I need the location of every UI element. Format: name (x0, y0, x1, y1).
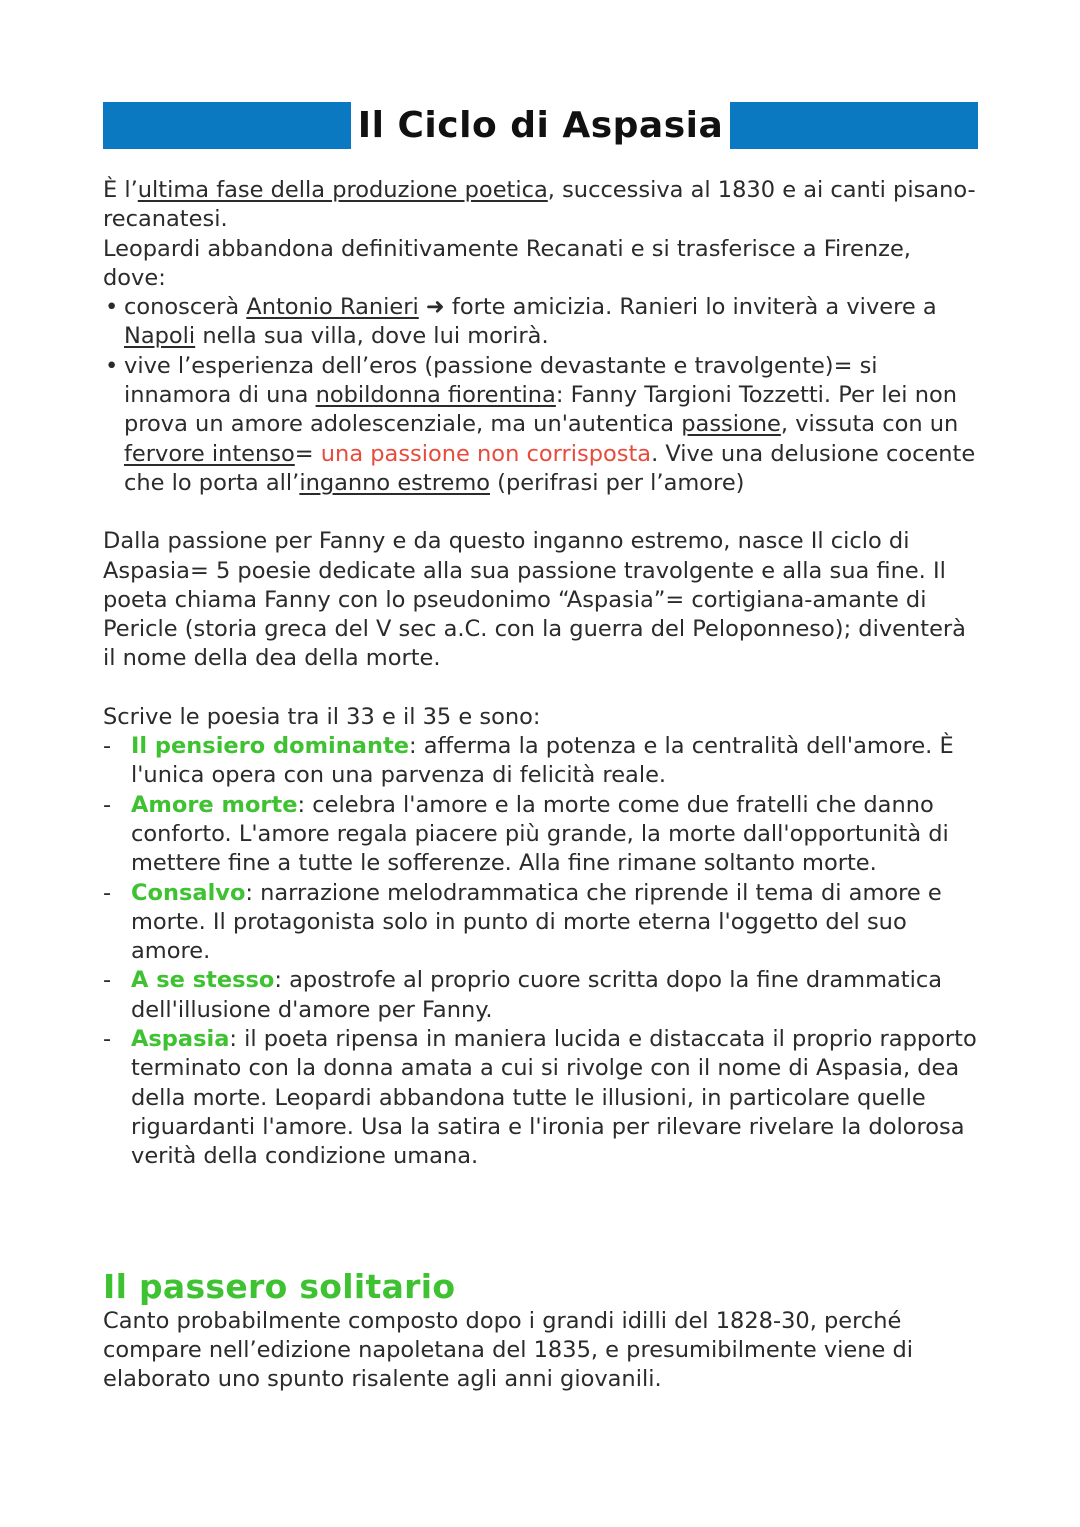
title-header (103, 100, 978, 150)
spacer (103, 674, 978, 703)
list-item (103, 791, 978, 879)
underlined-phrase: passione (681, 411, 781, 438)
underlined-phrase: Antonio Ranieri (246, 294, 419, 321)
poem-title: Consalvo (131, 879, 246, 906)
item-text: conoscerà (124, 294, 247, 321)
item-text: ➜ forte amicizia. Ranieri lo inviterà a vivere a (418, 294, 937, 321)
poem-title: Aspasia (131, 1026, 230, 1053)
poem-description: : il poeta ripensa in maniera lucida e distaccata il proprio rapporto terminato con la donna amata a cui si rivolge con il nome di Aspasia, dea della morte. Leopardi abbandona tutte le illusioni, in particolare quelle riguardanti l'amore. Usa la satira e l'ironia per rilevare rivelare la dolorosa verità della condizione umana. (131, 1026, 977, 1170)
list-item (103, 732, 978, 791)
aspasia-paragraph: Dalla passione per Fanny e da questo inganno estremo, nasce Il ciclo di Aspasia= 5 poesie dedicate alla sua passione travolgente e alla sua fine. Il poeta chiama Fanny con lo pseudonimo “Aspasia”= cortigiana-amante di Pericle (storia greca del V sec a.C. con la guerra del Peloponneso); diventerà il nome della dea della morte. (103, 528, 966, 672)
item-text: , vissuta con un (780, 411, 959, 438)
section-title: Il passero solitario (103, 1266, 456, 1306)
poem-description: : apostrofe al proprio cuore scritta dopo la fine drammatica dell'illusione d'amore per Fanny. (131, 967, 943, 1023)
item-text: (perifrasi per l’amore) (490, 469, 745, 496)
intro-text: , successiva al 1830 e ai canti pisano-recanatesi. (103, 177, 976, 233)
poems-list (103, 732, 978, 1171)
poem-description: : narrazione melodrammatica che riprende il tema di amore e morte. Il protagonista solo in punto di morte eterna l'oggetto del suo amore. (131, 879, 942, 965)
poem-title: Il pensiero dominante (131, 733, 410, 760)
list-item (103, 293, 978, 352)
item-text: nella sua villa, dove lui morirà. (195, 323, 549, 350)
poems-intro: Scrive le poesia tra il 33 e il 35 e sono: (103, 703, 541, 730)
list-item (103, 879, 978, 967)
poem-description: : afferma la potenza e la centralità dell'amore. È l'unica opera con una parvenza di felicità reale. (131, 733, 954, 789)
document-page (103, 100, 978, 1394)
page-title: Il Ciclo di Aspasia (357, 104, 724, 146)
section-paragraph: Canto probabilmente composto dopo i grandi idilli del 1828-30, perché compare nell’edizione napoletana del 1835, e presumibilmente viene di elaborato uno spunto risalente agli anni giovanili. (103, 1307, 914, 1393)
poem-title: A se stesso (131, 967, 275, 994)
highlighted-phrase: una passione non corrisposta (320, 440, 652, 467)
list-item (103, 352, 978, 498)
item-text: . Vive una delusione cocente che lo porta all’ (124, 440, 976, 496)
item-text: vive l’esperienza dell’eros (passione devastante e travolgente)= si innamora di una (124, 352, 878, 409)
bullet-list (103, 293, 978, 498)
list-item (103, 1025, 978, 1171)
poem-description: : celebra l'amore e la morte come due fratelli che danno conforto. L'amore regala piacere più grande, la morte dall'opportunità di mettere fine a tutte le sofferenze. Alla fine rimane soltanto morte. (131, 791, 949, 877)
intro-paragraph-2: Leopardi abbandona definitivamente Recanati e si trasferisce a Firenze, dove: (103, 235, 911, 291)
poem-title: Amore morte (131, 791, 298, 818)
underlined-phrase: Napoli (124, 323, 196, 350)
spacer (103, 498, 978, 527)
underlined-phrase: nobildonna fiorentina (315, 382, 556, 409)
underlined-phrase: inganno estremo (299, 469, 491, 496)
underlined-phrase: fervore intenso (124, 440, 295, 467)
intro-paragraph-1 (103, 176, 978, 235)
item-text: : Fanny Targioni Tozzetti. Per lei non prova un amore adolescenziale, ma un'autentica (124, 382, 957, 438)
underlined-phrase: ultima fase della produzione poetica (137, 177, 548, 203)
title-bar-left (103, 102, 351, 149)
intro-text: È l’ (103, 177, 138, 203)
list-item (103, 966, 978, 1025)
title-bar-right (730, 102, 978, 149)
item-text: = (294, 440, 321, 467)
